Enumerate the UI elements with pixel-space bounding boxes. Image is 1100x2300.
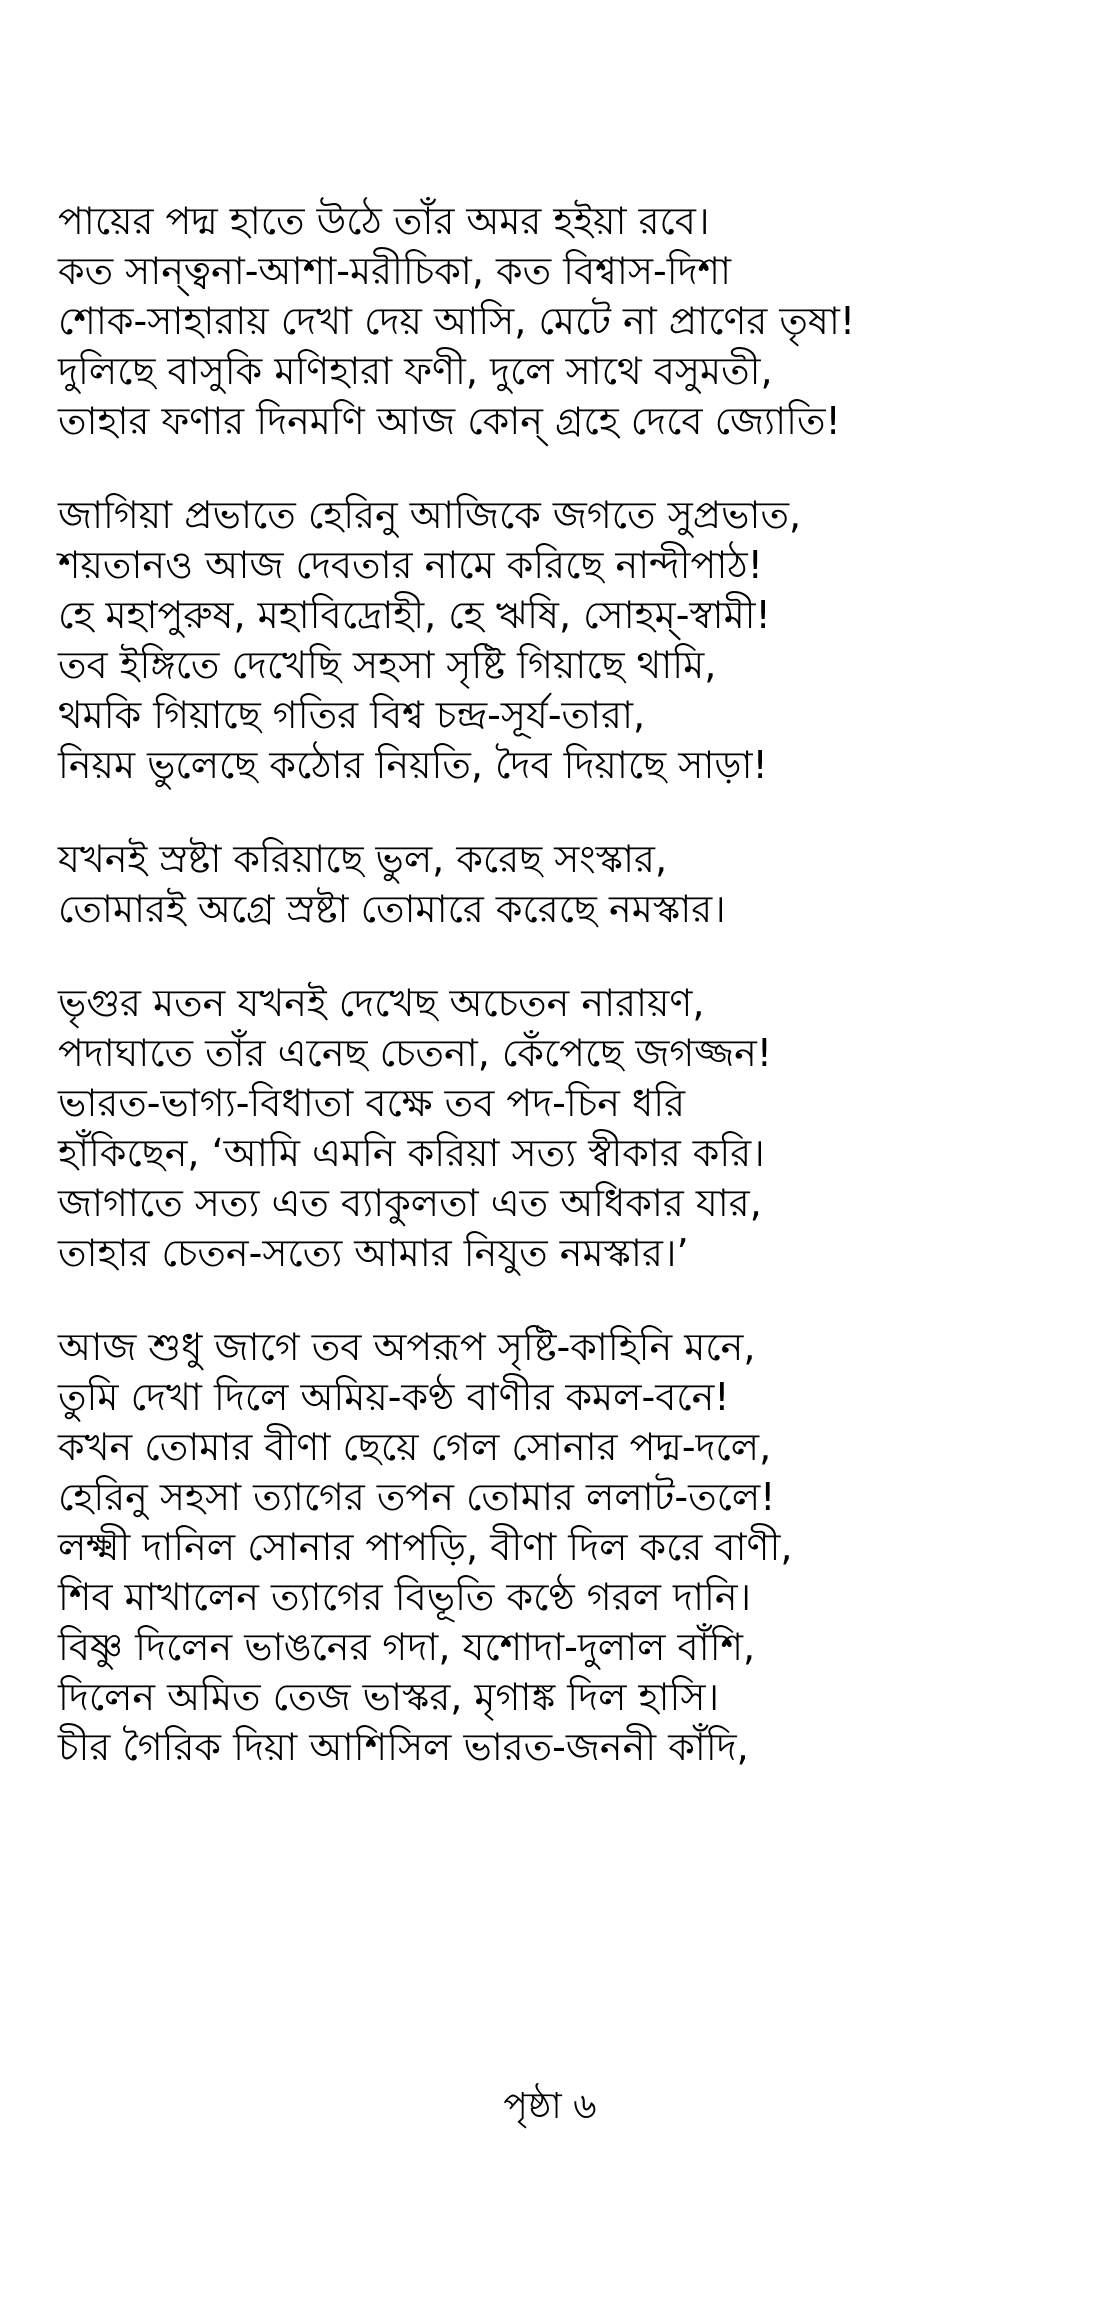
poem-line: তুমি দেখা দিলে অমিয়-কণ্ঠ বাণীর কমল-বনে!: [58, 1375, 730, 1419]
poem-line: হেরিনু সহসা ত্যাগের তপন তোমার ললাট-তলে!: [58, 1475, 776, 1519]
poem-line: শয়তানও আজ দেবতার নামে করিছে নান্দীপাঠ!: [58, 543, 763, 587]
poem-line: তাহার ফণার দিনমণি আজ কোন্ গ্রহে দেবে জ্যোতি!: [58, 399, 841, 443]
poem-line: তোমারই অগ্রে স্রষ্টা তোমারে করেছে নমস্কার।: [58, 887, 726, 931]
stanza-3: [58, 834, 1058, 934]
stanza-4: [58, 978, 1058, 1278]
poem-line: দিলেন অমিত তেজ ভাস্কর, মৃগাঙ্ক দিল হাসি।: [58, 1675, 720, 1719]
poem-body: [58, 196, 1058, 1772]
poem-line: লক্ষ্মী দানিল সোনার পাপড়ি, বীণা দিল করে বাণী,: [58, 1525, 793, 1569]
poem-line: হাঁকিছেন, ‘আমি এমনি করিয়া সত্য স্বীকার করি।: [58, 1131, 765, 1175]
poem-line: শোক-সাহারায় দেখা দেয় আসি, মেটে না প্রাণের তৃষা!: [58, 299, 856, 343]
poem-line: কত সান্ত্বনা-আশা-মরীচিকা, কত বিশ্বাস-দিশা: [58, 249, 732, 293]
poem-line: কখন তোমার বীণা ছেয়ে গেল সোনার পদ্ম-দলে,: [58, 1425, 772, 1469]
stanza-2: [58, 490, 1058, 790]
poem-line: বিষ্ণু দিলেন ভাঙনের গদা, যশোদা-দুলাল বাঁশি,: [58, 1625, 756, 1669]
page-number: পৃষ্ঠা ৬: [503, 2086, 597, 2127]
poem-line: শিব মাখালেন ত্যাগের বিভূতি কণ্ঠে গরল দানি।: [58, 1575, 752, 1619]
poem-line: পায়ের পদ্ম হাতে উঠে তাঁর অমর হইয়া রবে।: [58, 199, 710, 243]
poem-line: যখনই স্রষ্টা করিয়াছে ভুল, করেছ সংস্কার,: [58, 837, 668, 881]
poem-line: ভৃগুর মতন যখনই দেখেছ অচেতন নারায়ণ,: [58, 981, 705, 1025]
stanza-5: [58, 1322, 1058, 1772]
poem-line: আজ শুধু জাগে তব অপরূপ সৃষ্টি-কাহিনি মনে,: [58, 1325, 756, 1369]
poem-line: হে মহাপুরুষ, মহাবিদ্রোহী, হে ঋষি, সোহম্-স্বামী!: [58, 593, 771, 637]
poem-line: থমকি গিয়াছে গতির বিশ্ব চন্দ্র-সূর্য-তারা,: [58, 693, 646, 737]
poem-line: চীর গৈরিক দিয়া আশিসিল ভারত-জননী কাঁদি,: [58, 1725, 749, 1769]
poem-line: ভারত-ভাগ্য-বিধাতা বক্ষে তব পদ-চিন ধরি: [58, 1081, 686, 1125]
poem-line: জাগিয়া প্রভাতে হেরিনু আজিকে জগতে সুপ্রভাত,: [58, 493, 802, 537]
stanza-1: [58, 196, 1058, 446]
poem-line: জাগাতে সত্য এত ব্যাকুলতা এত অধিকার যার,: [58, 1181, 762, 1225]
poem-line: তাহার চেতন-সত্যে আমার নিযুত নমস্কার।’: [58, 1231, 689, 1275]
poem-line: দুলিছে বাসুকি মণিহারা ফণী, দুলে সাথে বসুমতী,: [58, 349, 773, 393]
poem-line: নিয়ম ভুলেছে কঠোর নিয়তি, দৈব দিয়াছে সাড়া!: [58, 743, 768, 787]
poem-line: পদাঘাতে তাঁর এনেছ চেতনা, কেঁপেছে জগজ্জন!: [58, 1031, 773, 1075]
poem-line: তব ইঙ্গিতে দেখেছি সহসা সৃষ্টি গিয়াছে থামি,: [58, 643, 717, 687]
